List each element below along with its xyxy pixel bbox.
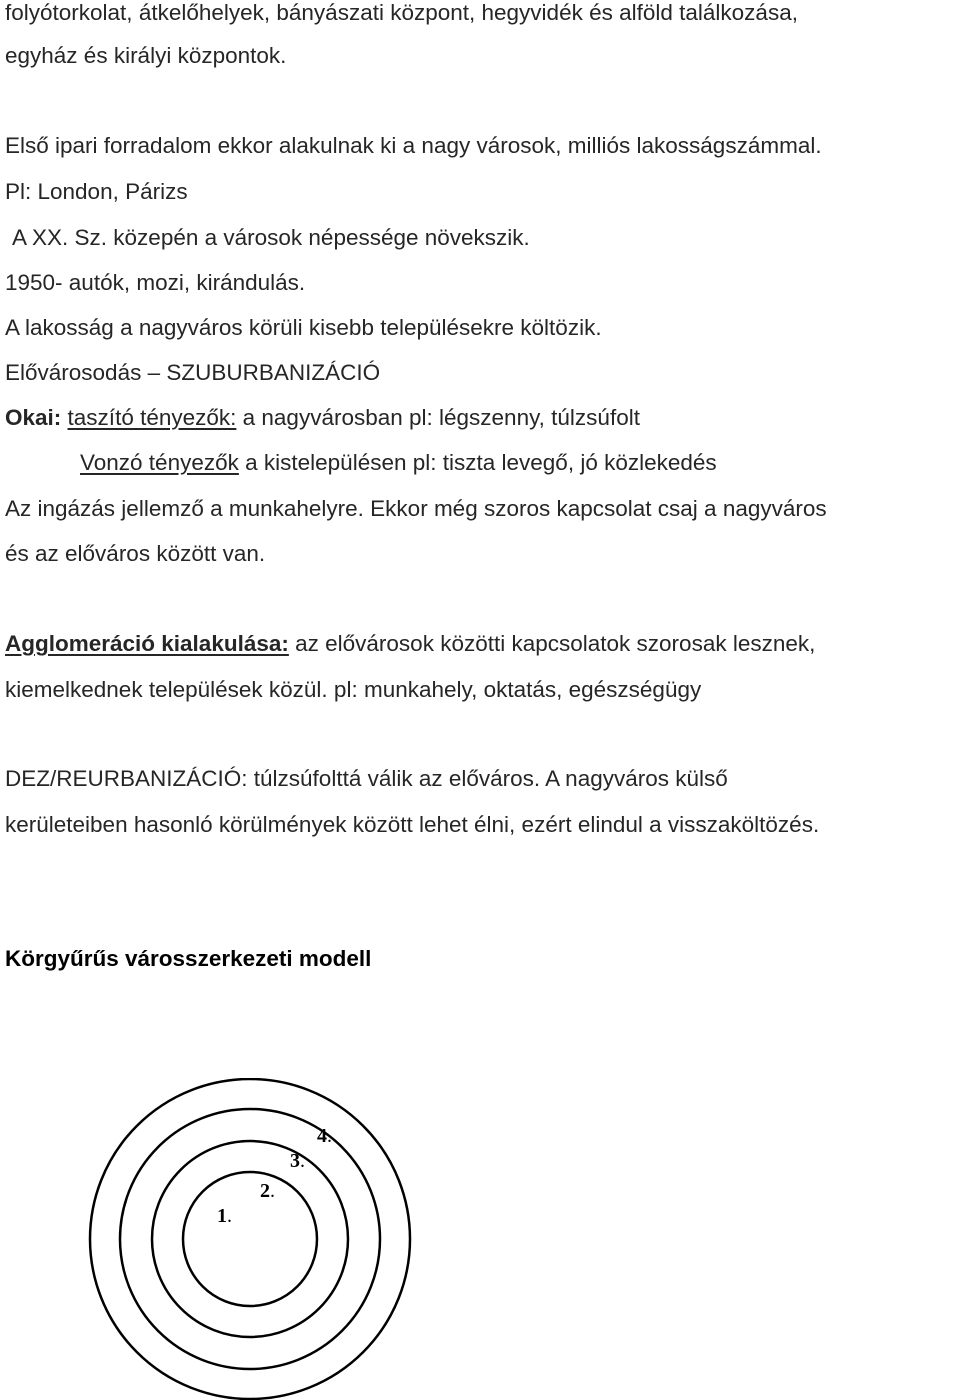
text-line: folyótorkolat, átkelőhelyek, bányászati központ, hegyvidék és alföld találkozása, <box>5 0 798 25</box>
push-factors-label: taszító tényezők: <box>67 405 237 430</box>
ring-1 <box>183 1172 317 1306</box>
model-heading: Körgyűrűs városszerkezeti modell <box>5 946 372 971</box>
text-line: DEZ/REURBANIZÁCIÓ: túlzsúfolttá válik az előváros. A nagyváros külső <box>5 766 728 791</box>
agglomeration-line <box>5 633 815 656</box>
ring-label-4: 4. <box>317 1125 332 1147</box>
text-line: Elővárosodás – SZUBURBANIZÁCIÓ <box>5 360 381 385</box>
text-line: 1950- autók, mozi, kirándulás. <box>5 270 306 295</box>
concentric-rings-diagram <box>70 1078 430 1400</box>
ring-label-1: 1. <box>217 1205 232 1227</box>
pull-factors-label: Vonzó tényezők <box>80 450 239 475</box>
reasons-line <box>5 407 640 430</box>
agglomeration-label: Agglomeráció kialakulása: <box>5 631 289 656</box>
text-line: kerületeiben hasonló körülmények között lehet élni, ezért elindul a visszaköltözés. <box>5 812 820 837</box>
text-line: A lakosság a nagyváros körüli kisebb településekre költözik. <box>5 315 602 340</box>
pull-factors-line <box>80 452 717 475</box>
ring-label-3: 3. <box>290 1150 305 1172</box>
text-line: Az ingázás jellemző a munkahelyre. Ekkor még szoros kapcsolat csaj a nagyváros <box>5 496 827 521</box>
push-factors-text: a nagyvárosban pl: légszenny, túlzsúfolt <box>236 405 640 430</box>
text-line: és az előváros között van. <box>5 541 266 566</box>
ring-3 <box>120 1109 380 1369</box>
reasons-label: Okai: <box>5 405 62 430</box>
text-line: Pl: London, Párizs <box>5 179 188 204</box>
text-line: A XX. Sz. közepén a városok népessége növekszik. <box>12 225 530 250</box>
agglomeration-text: az elővárosok közötti kapcsolatok szorosak lesznek, <box>288 631 816 656</box>
ring-4 <box>90 1079 410 1399</box>
text-line: kiemelkednek települések közül. pl: munkahely, oktatás, egészségügy <box>5 677 702 702</box>
text-line: Első ipari forradalom ekkor alakulnak ki a nagy városok, milliós lakosságszámmal. <box>5 133 822 158</box>
pull-factors-text: a kistelepülésen pl: tiszta levegő, jó közlekedés <box>238 450 717 475</box>
text-line: egyház és királyi központok. <box>5 43 287 68</box>
ring-label-2: 2. <box>260 1180 275 1202</box>
ring-2 <box>152 1141 348 1337</box>
